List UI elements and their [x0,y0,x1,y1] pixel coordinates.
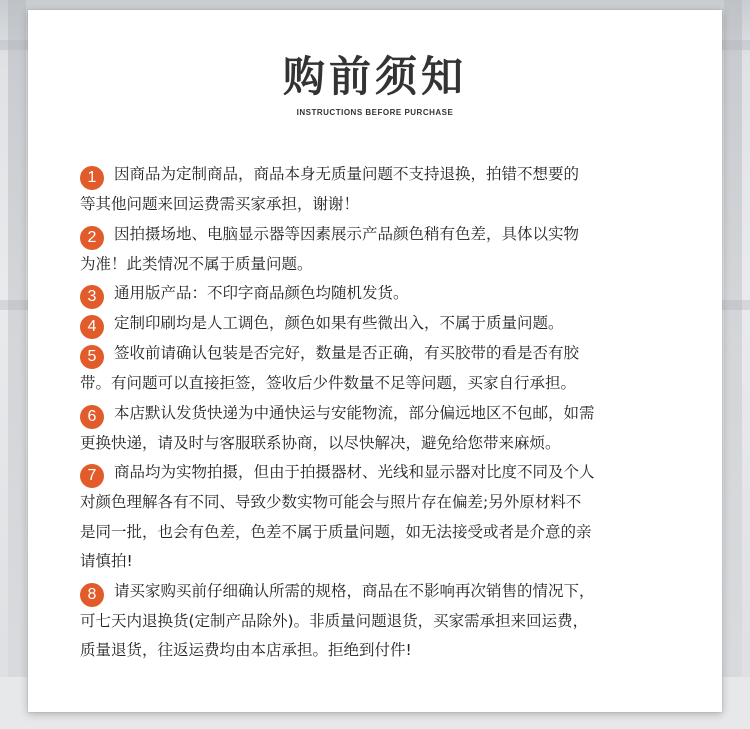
notice-line [80,488,680,518]
notice-text: 为准！此类情况不属于质量问题。 [80,254,313,273]
notice-text: 请慎拍! [80,552,133,570]
notice-text: 更换快递，请及时与客服联系协商，以尽快解决，避免给您带来麻烦。 [80,433,561,452]
number-badge: 5 [80,345,104,369]
notice-item [80,160,680,220]
background-frame-left [8,0,26,729]
number-badge: 6 [80,405,104,429]
notice-line [80,429,680,459]
page-title: 购前须知 [282,52,467,101]
notice-line [80,518,680,548]
notice-text: 本店默认发货快递为中通快运与安能物流，部分偏远地区不包邮，如需 [114,403,595,422]
notice-line [80,309,680,339]
number-badge: 4 [80,315,104,339]
notice-text: 定制印刷均是人工调色，颜色如果有些微出入，不属于质量问题。 [114,314,564,332]
notice-text: 对颜色理解各有不同、导致少数实物可能会与照片存在偏差;另外原材料不 [80,493,582,511]
number-badge: 2 [80,226,104,250]
notice-line [80,220,680,250]
notice-text: 是同一批，也会有色差，色差不属于质量问题，如无法接受或者是介意的亲 [80,522,592,541]
notice-line [80,279,680,309]
notice-list [80,160,680,666]
number-badge: 1 [80,166,104,190]
notice-text: 商品均为实物拍摄，但由于拍摄器材、光线和显示器对比度不同及个人 [114,463,595,481]
notice-line [80,458,680,488]
notice-text: 质量退货，往返运费均由本店承担。拒绝到付件! [80,641,412,659]
notice-item [80,279,680,309]
notice-line [80,339,680,369]
number-badge: 7 [80,464,104,488]
notice-item [80,577,680,666]
notice-line [80,190,680,220]
notice-line [80,607,680,637]
notice-card [28,10,722,712]
notice-text: 因拍摄场地、电脑显示器等因素展示产品颜色稍有色差，具体以实物 [114,224,580,243]
notice-item [80,309,680,339]
notice-line [80,547,680,577]
notice-text: 等其他问题来回运费需买家承担，谢谢！ [80,195,360,213]
notice-line [80,160,680,190]
page-subtitle: INSTRUCTIONS BEFORE PURCHASE [296,108,454,117]
notice-text: 通用版产品：不印字商品颜色均随机发货。 [114,284,409,302]
notice-line [80,250,680,280]
notice-item [80,399,680,459]
notice-text: 签收前请确认包装是否完好，数量是否正确，有买胶带的看是否有胶 [114,344,580,362]
background-frame-right [724,0,742,729]
notice-line [80,636,680,666]
notice-line [80,369,680,399]
number-badge: 3 [80,285,104,309]
notice-text: 因商品为定制商品，商品本身无质量问题不支持退换，拍错不想要的 [114,165,580,183]
notice-line [80,577,680,607]
notice-text: 带。有问题可以直接拒签，签收后少件数量不足等问题，买家自行承担。 [80,374,577,392]
notice-item [80,220,680,280]
notice-text: 请买家购买前仔细确认所需的规格，商品在不影响再次销售的情况下， [114,581,595,600]
notice-item [80,339,680,399]
notice-text: 可七天内退换货(定制产品除外)。非质量问题退货，买家需承担来回运费， [80,611,589,630]
notice-line [80,399,680,429]
notice-item [80,458,680,577]
number-badge: 8 [80,583,104,607]
